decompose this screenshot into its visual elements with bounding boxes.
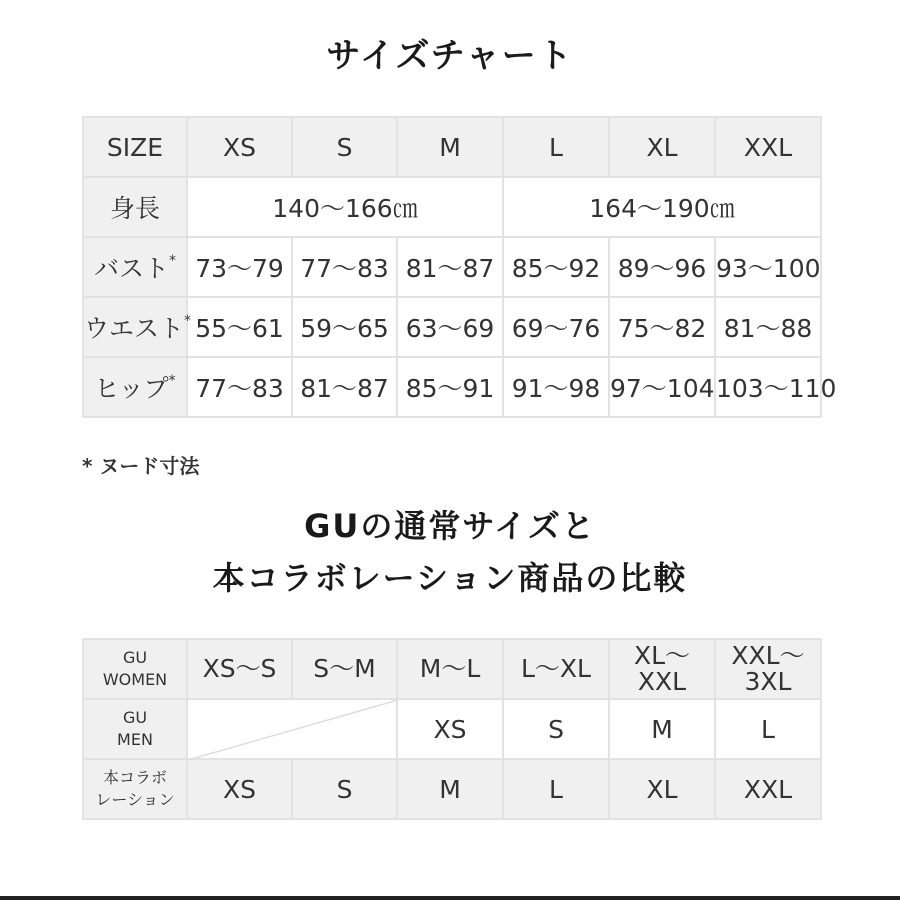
size-header-cell: XS	[187, 117, 292, 177]
measure-cell: 81〜87	[397, 237, 503, 297]
collab-size-cell: S	[292, 759, 397, 819]
gu-men-label	[83, 699, 187, 759]
size-header-label: SIZE	[83, 117, 187, 177]
size-header-row	[83, 117, 821, 177]
collab-size-cell: M	[397, 759, 503, 819]
measure-cell: 77〜83	[187, 357, 292, 417]
label-line: MEN	[117, 730, 153, 749]
nude-mark: *	[184, 313, 192, 329]
measure-cell: 55〜61	[187, 297, 292, 357]
row-label-text: バスト	[93, 254, 169, 283]
size-line: S〜M	[313, 654, 376, 683]
measure-cell: 63〜69	[397, 297, 503, 357]
men-size-cell: L	[715, 699, 821, 759]
collab-size-cell: XL	[609, 759, 715, 819]
size-chart-title: サイズチャート	[326, 36, 574, 76]
height-label: 身長	[83, 177, 187, 237]
size-line: 3XL	[744, 667, 792, 696]
measure-cell: 85〜92	[503, 237, 609, 297]
size-header-cell: L	[503, 117, 609, 177]
measure-cell: 89〜96	[609, 237, 715, 297]
measure-cell: 59〜65	[292, 297, 397, 357]
measure-cell: 77〜83	[292, 237, 397, 297]
diagonal-line	[188, 700, 398, 760]
label-line: GU	[122, 708, 148, 727]
collab-size-cell: XS	[187, 759, 292, 819]
height-range-cell: 164〜190㎝	[503, 177, 821, 237]
men-size-cell: M	[609, 699, 715, 759]
measure-cell: 75〜82	[609, 297, 715, 357]
women-size-cell	[715, 639, 821, 699]
measure-cell: 73〜79	[187, 237, 292, 297]
comparison-title	[0, 500, 900, 604]
women-size-cell	[397, 639, 503, 699]
label-line: 本コラボ	[102, 768, 167, 787]
hip-row	[83, 357, 821, 417]
gu-women-row	[83, 639, 821, 699]
measure-cell: 103〜110	[715, 357, 821, 417]
size-line: XS〜S	[202, 654, 277, 683]
comparison-title-line1: GUの通常サイズと	[304, 507, 596, 545]
size-line: XL〜	[633, 641, 691, 670]
size-line: XXL	[637, 667, 687, 696]
nude-mark: *	[168, 373, 176, 389]
women-size-cell	[609, 639, 715, 699]
men-size-cell: XS	[397, 699, 503, 759]
row-label-text: ウエスト	[84, 314, 185, 343]
height-range-cell: 140〜166㎝	[187, 177, 503, 237]
size-line: L〜XL	[521, 654, 591, 683]
not-available-cell	[187, 699, 397, 759]
size-header-cell: XXL	[715, 117, 821, 177]
collab-row	[83, 759, 821, 819]
row-label-text: ヒップ	[94, 374, 169, 403]
bust-label	[83, 237, 187, 297]
label-line: レーション	[95, 790, 175, 809]
hip-label	[83, 357, 187, 417]
gu-men-row	[83, 699, 821, 759]
women-size-cell	[292, 639, 397, 699]
size-header-cell: M	[397, 117, 503, 177]
height-row	[83, 177, 821, 237]
size-line: XXL〜	[731, 641, 805, 670]
waist-row	[83, 297, 821, 357]
comparison-title-line2: 本コラボレーション商品の比較	[212, 559, 688, 597]
men-size-cell: S	[503, 699, 609, 759]
label-line: GU	[122, 648, 148, 667]
nude-mark: *	[169, 253, 176, 269]
label-line: WOMEN	[102, 670, 168, 689]
women-size-cell	[187, 639, 292, 699]
size-header-cell: XL	[609, 117, 715, 177]
size-chart-table	[82, 116, 837, 418]
bottom-divider	[0, 896, 900, 900]
nude-measurement-note: * ヌード寸法	[82, 454, 200, 478]
measure-cell: 81〜87	[292, 357, 397, 417]
measure-cell: 93〜100	[715, 237, 821, 297]
women-size-cell	[503, 639, 609, 699]
gu-women-label	[83, 639, 187, 699]
measure-cell: 91〜98	[503, 357, 609, 417]
size-line: M〜L	[419, 654, 481, 683]
collab-size-cell: XXL	[715, 759, 821, 819]
collab-label	[83, 759, 187, 819]
measure-cell: 69〜76	[503, 297, 609, 357]
size-header-cell: S	[292, 117, 397, 177]
measure-cell: 97〜104	[609, 357, 715, 417]
waist-label	[83, 297, 192, 357]
measure-cell: 81〜88	[715, 297, 821, 357]
bust-row	[83, 237, 821, 297]
measure-cell: 85〜91	[397, 357, 503, 417]
collab-size-cell: L	[503, 759, 609, 819]
comparison-table	[82, 638, 822, 820]
